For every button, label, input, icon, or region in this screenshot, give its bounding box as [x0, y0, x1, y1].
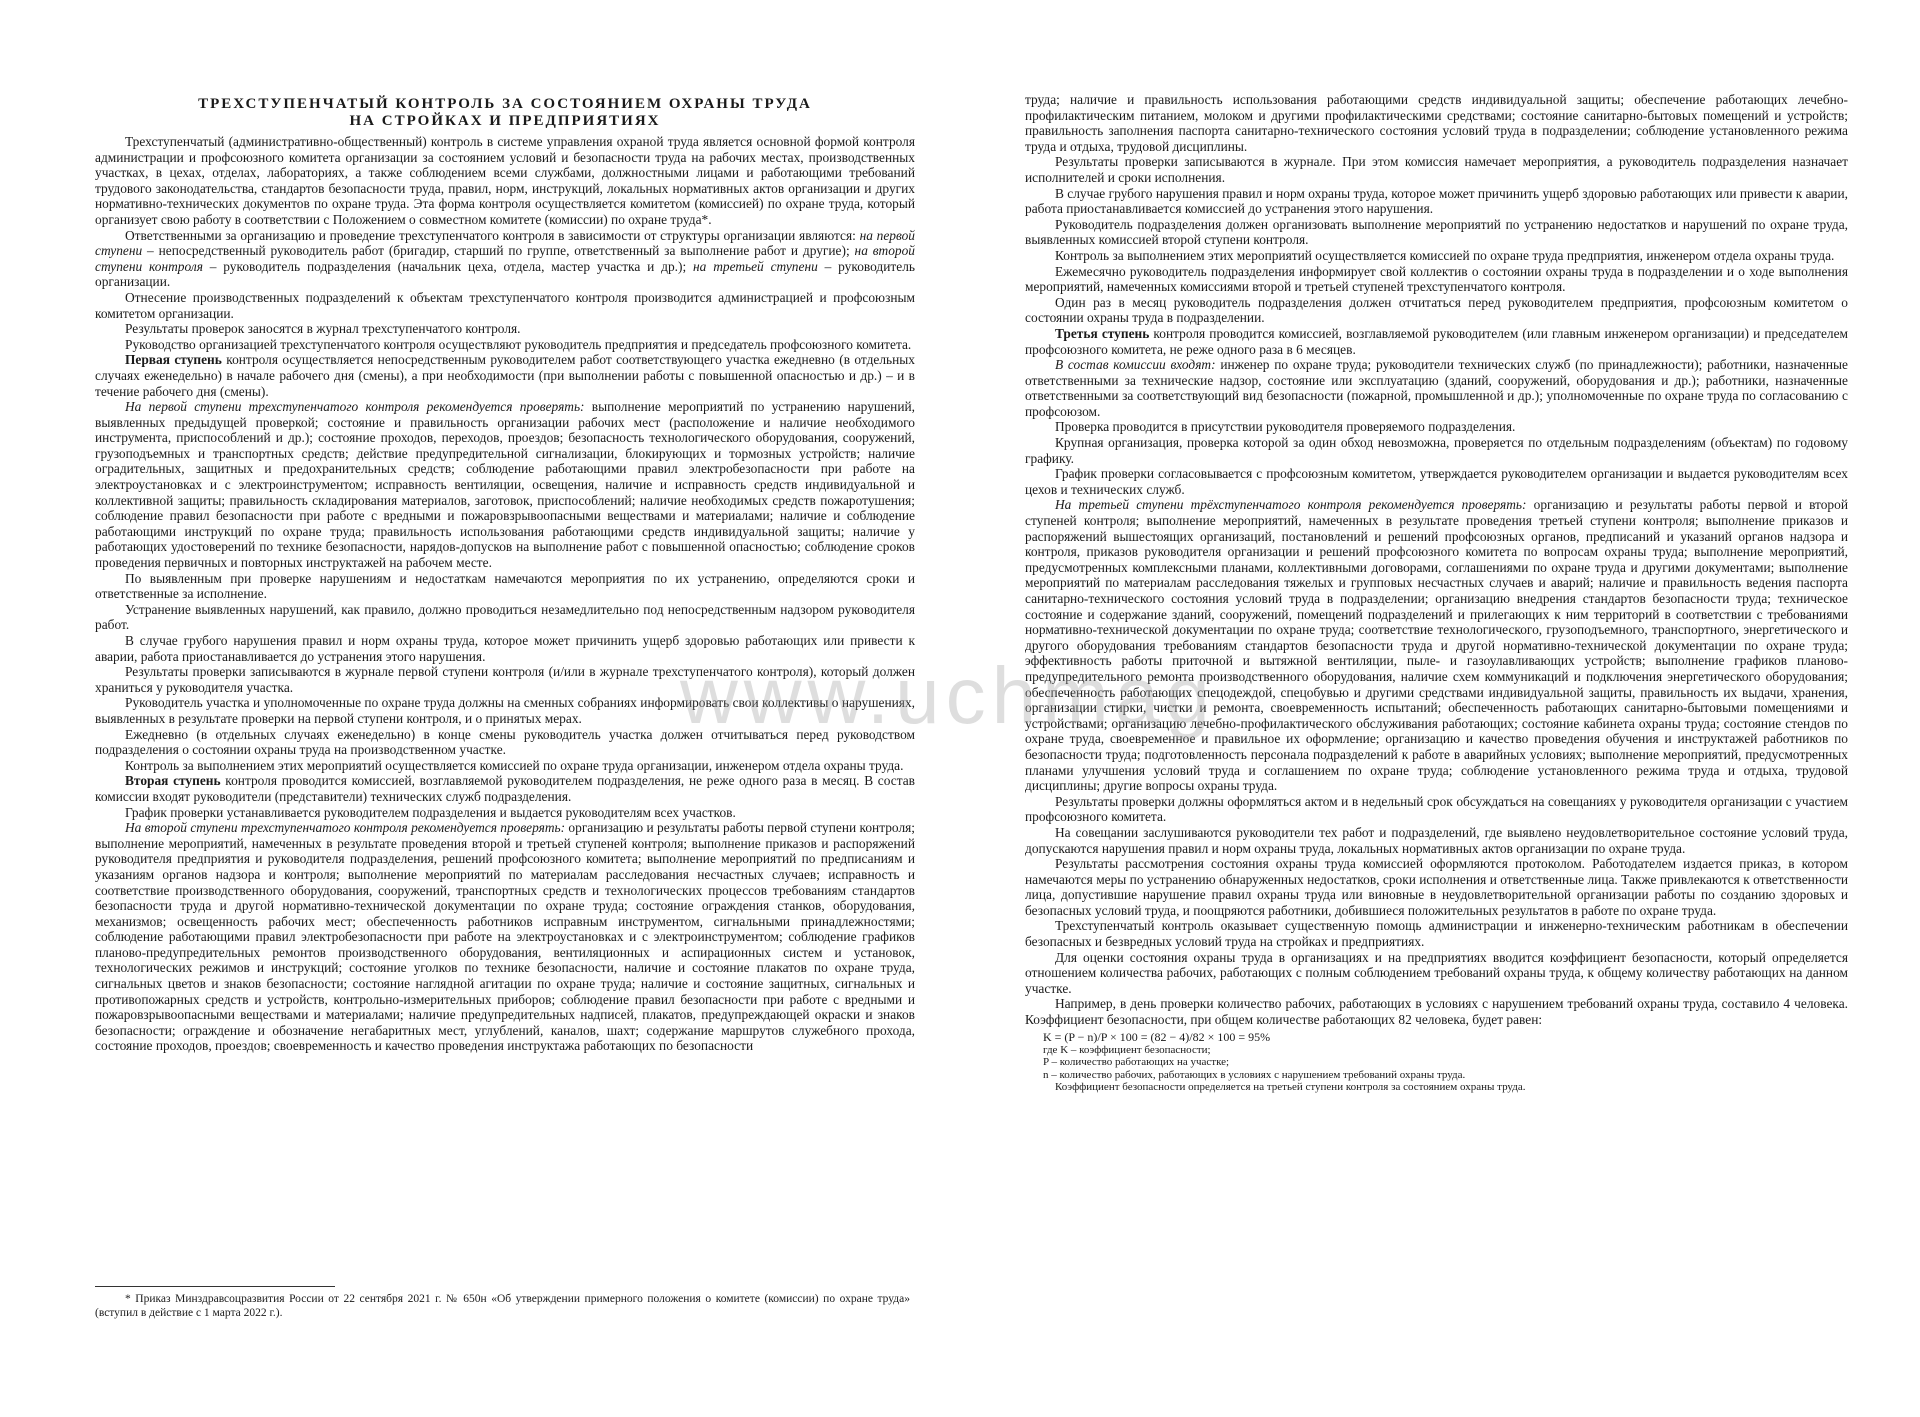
paragraph: Для оценки состояния охраны труда в организациях и на предприятиях вводится коэффициент безопасности, который определяется отношением количества рабочих, работающих с полным соблюдением требований охраны труда, к общему количеству работающих на данном участке. — [1025, 949, 1848, 996]
paragraph: Руководство организацией трехступенчатого контроля осуществляют руководитель предприятия и председатель профсоюзного комитета. — [125, 336, 912, 352]
paragraph: График проверки согласовывается с профсоюзным комитетом, утверждается руководителем организации и выдается руководителям всех цехов и технических служб. — [1025, 466, 1848, 497]
paragraph: Например, в день проверки количество рабочих, работающих в условиях с нарушением требований охраны труда, составило 4 человека. Коэффициент безопасности, при общем количестве работающих 82 человека, будет равен: — [1025, 996, 1848, 1028]
formula-note: Коэффициент безопасности определяется на третьей ступени контроля за состоянием охраны труда. — [1055, 1081, 1526, 1094]
paragraph: Результаты проверки записываются в журнале. При этом комиссия намечает мероприятия, а руководитель подразделения назначает исполнителей и сроки исполнения. — [1025, 154, 1848, 185]
formula-legend-n: n – количество рабочих, работающих в условиях с нарушением требований охраны труда. — [1043, 1068, 1466, 1081]
paragraph: На второй ступени трехступенчатого контроля рекомендуется проверять: организацию и результаты работы первой ступени контроля; выполнение мероприятий, намеченных в результате проведения второй и третьей ступеней контроля; выполнение приказов и распоряжений руководителя предприятия и руководителя подразделения, решений профсоюзного комитета; выполнение мероприятий по предписаниям и указаниям органов надзора и контроля; выполнение мероприятий по материалам расследования несчастных случаев; исправность и соответствие производственного оборудования, сооружений, транспортных средств и технологических процессов требованиям стандартов безопасности труда и другой нормативно-технической документации по охране труда; состояние ограждения станков, оборудования, механизмов; освещенность рабочих мест; обеспеченность работников исправным инструментом, сигнальными принадлежностями; соблюдение работающими правил электробезопасности при работе на электроустановках и с электроинструментом; соблюдение графиков планово-предупредительных ремонтов производственного оборудования, вентиляционных и аспирационных систем и установок, технологических режимов и инструкций; состояние уголков по технике безопасности, наличие и состояние плакатов по охране труда, сигнальных цветов и знаков безопасности; состояние наглядной агитации по охране труда; наличие и состояние защитных, сигнальных и противопожарных средств и устройств, контрольно-измерительных приборов; соблюдение правил безопасности при работе с вредными и пожаровзрывоопасными веществами и материалами; наличие предупредительных надписей, плакатов, предупреждающей окраски и знаков безопасности; ограждение и обозначение негабаритных мест, углублений, каналов, шахт; содержание маршрутов служебного прохода, состояние проходов, проездов; своевременность и качество проведения инструктажа работающих по безопасности — [95, 820, 916, 1054]
paragraph: Трехступенчатый контроль оказывает существенную помощь администрации и инженерно-техническим работникам в обеспечении безопасных и безвредных условий труда на стройках и предприятиях. — [1025, 918, 1848, 950]
paragraph: Отнесение производственных подразделений к объектам трехступенчатого контроля производится администрацией и профсоюзным комитетом организации. — [95, 289, 915, 321]
watermark: www.uchmag — [680, 651, 1216, 740]
paragraph: Третья ступень контроля проводится комиссией, возглавляемой руководителем (или главным инженером организации) и председателем профсоюзного комитета, не реже одного раза в 6 месяцев. — [1025, 325, 1848, 357]
paragraph: В случае грубого нарушения правил и норм охраны труда, которое может причинить ущерб здоровью работающих или привести к аварии, работа приостанавливается комиссией до устранения этого нарушения. — [1025, 185, 1848, 217]
paragraph: Результаты проверки должны оформляться актом и в недельный срок обсуждаться на совещаниях у руководителя организации с участием профсоюзного комитета. — [1025, 793, 1848, 825]
paragraph: Контроль за выполнением этих мероприятий осуществляется комиссией по охране труда предприятия, инженером отдела охраны труда. — [1055, 247, 1835, 263]
paragraph: Руководитель подразделения должен организовать выполнение мероприятий по устранению недостатков и нарушений по охране труда, выявленных комиссией второй ступени контроля. — [1025, 216, 1848, 248]
paragraph: Результаты проверок заносятся в журнал трехступенчатого контроля. — [125, 321, 521, 337]
paragraph: График проверки устанавливается руководителем подразделения и выдается руководителям всех участков. — [125, 804, 736, 820]
paragraph: Проверка проводится в присутствии руководителя проверяемого подразделения. — [1055, 419, 1516, 435]
page-title — [95, 96, 915, 130]
paragraph: Устранение выявленных нарушений, как правило, должно проводиться незамедлительно под непосредственным надзором руководителя работ. — [95, 601, 915, 633]
paragraph: На совещании заслушиваются руководители тех работ и подразделений, где выявлено неудовлетворительное состояние условий труда, допускаются нарушения правил и норм охраны труда, локальных нормативных актов организации по охране труда. — [1025, 824, 1848, 856]
paragraph: Ежедневно (в отдельных случаях еженедельно) в конце смены руководитель участка должен отчитываться перед руководством подразделения о состоянии охраны труда на производственном участке. — [95, 726, 915, 758]
paragraph: Вторая ступень контроля проводится комиссией, возглавляемой руководителем подразделения, не реже одного раза в месяц. В состав комиссии входят руководители (представители) технических служб подразделения. — [95, 773, 915, 804]
paragraph: Трехступенчатый (административно-общественный) контроль в системе управления охраной труда является основной формой контроля администрации и профсоюзного комитета организации за состоянием условий и безопасности труда на рабочих местах, производственных участках, в цехах, отделах, лабораториях, а также соблюдением всеми службами, должностными лицами и работающими требований трудового законодательства, стандартов безопасности труда, правил, норм, инструкций, локальных нормативных актов организации и других нормативно-технических документов по охране труда. Эта форма контроля осуществляется комитетом (комиссией) по охране труда, который организует свою работу в соответствии с Положением о совместном комитете (комиссии) по охране труда*. — [95, 134, 915, 227]
formula-legend-k: где K – коэффициент безопасности; — [1043, 1043, 1211, 1056]
paragraph: Один раз в месяц руководитель подразделения должен отчитаться перед руководителем предприятия, профсоюзным комитетом о состоянии охраны труда в подразделении. — [1025, 294, 1848, 326]
footnote: * Приказ Минздравсоцразвития России от 22 сентября 2021 г. № 650н «Об утверждении примерного положения о комитете (комиссии) по охране труда» (вступил в действие с 1 марта 2022 г.). — [95, 1293, 910, 1319]
paragraph: Результаты проверки записываются в журнале первой ступени контроля (и/или в журнале трехступенчатого контроля), который должен храниться у руководителя участка. — [95, 664, 915, 695]
right-column — [1025, 92, 1848, 1094]
footnote-divider — [95, 1286, 335, 1287]
paragraph: Ответственными за организацию и проведение трехступенчатого контроля в зависимости от структуры организации являются: на первой ступени – непосредственный руководитель работ (бригадир, старший по группе, ответственный за выполнение работ и другие); на второй ступени контроля – руководитель подразделения (начальник цеха, отдела, мастер участка и др.); на третьей ступени – руководитель организации. — [95, 227, 916, 290]
paragraph: труда; наличие и правильность использования работающими средств индивидуальной защиты; обеспечение работающих лечебно-профилактическим питанием, молоком и другими профилактическими средствами; состояние санитарно-бытовых помещений и устройств; правильность заполнения паспорта санитарно-технического состояния условий труда в подразделении; соблюдение установленного режима труда и отдыха, трудовой дисциплины. — [1025, 92, 1848, 154]
paragraph: На третьей ступени трёхступенчатого контроля рекомендуется проверять: организацию и результаты работы первой и второй ступеней контроля; выполнение мероприятий, намеченных в результате проведения третьей ступени контроля; выполнение приказов и распоряжений вышестоящих организаций, постановлений и решений профсоюзных органов, предписаний и указаний органов надзора и контроля, приказов руководителя организации и решений профсоюзного комитета по вопросам охраны труда; выполнение мероприятий, предусмотренных комплексными планами, коллективными договорами, соглашениями по охране труда и другими документами; выполнение мероприятий по материалам расследования тяжелых и групповых несчастных случаев и аварий; наличие и правильность ведения паспорта санитарно-технического состояния условий труда в подразделении; организацию внедрения стандартов безопасности труда; техническое состояние и содержание зданий, сооружений, помещений подразделений и прилегающих к ним территорий в соответствии с требованиями нормативно-технической документации по охране труда; соответствие технологического, грузоподъемного, транспортного, энергетического и другого оборудования требованиям стандартов безопасности труда и другой нормативно-технической документации по охране труда; эффективность работы приточной и вытяжной вентиляции, пыле- и газоулавливающих устройств; выполнение графиков планово-предупредительного ремонта производственного оборудования, наличие схем коммуникаций и подключения энергетического оборудования; обеспеченность работающих спецодеждой, спецобувью и другими средствами индивидуальной защиты, правильность их выдачи, хранения, организации стирки, чистки и ремонта, своевременность испытаний; обеспеченность работающих санитарно-бытовыми помещениями и устройствами; организацию лечебно-профилактического обслуживания работающих; состояние кабинета охраны труда; состояние стендов по охране труда, своевременное и правильное их оформление; организацию и качество проведения обучения и инструктажей работников по безопасности труда; подготовленность персонала подразделений к работе в аварийных условиях; выполнение мероприятий, предусмотренных планами улучшения условий труда и соглашением по охране труда; соблюдение установленного режима труда и отдыха, трудовой дисциплины; другие вопросы охраны труда. — [1025, 497, 1848, 794]
paragraph: Ежемесячно руководитель подразделения информирует свой коллектив о состоянии охраны труда в подразделении и о ходе выполнения мероприятий, намеченных комиссиями второй и третьей ступеней трехступенчатого контроля. — [1025, 263, 1848, 295]
title-line-2: НА СТРОЙКАХ И ПРЕДПРИЯТИЯХ — [349, 113, 661, 129]
paragraph: По выявленным при проверке нарушениям и недостаткам намечаются мероприятия по их устранению, определяются сроки и ответственные за исполнение. — [95, 570, 915, 602]
paragraph: Первая ступень контроля осуществляется непосредственным руководителем работ соответствующего участка ежедневно (в отдельных случаях еженедельно) в начале рабочего дня (смены), а при необходимости (при выполнении работы с повышенной опасностью и др.) – и в течение рабочего дня (смены). — [95, 352, 915, 399]
title-line-1: ТРЕХСТУПЕНЧАТЫЙ КОНТРОЛЬ ЗА СОСТОЯНИЕМ ОХРАНЫ ТРУДА — [198, 96, 812, 112]
paragraph: На первой ступени трехступенчатого контроля рекомендуется проверять: выполнение мероприятий по устранению нарушений, выявленных предыдущей проверкой; состояние и правильность организации рабочих мест (расположение и наличие необходимого инструмента, приспособлений и др.); состояние проходов, переходов, проездов; безопасность технологического оборудования, сооружений, грузоподъемных и транспортных средств; действие предупредительной сигнализации, блокирующих и тормозных устройств; наличие оградительных, защитных и предохранительных средств; соблюдение работающими правил электробезопасности при работе на электроустановках и с электроинструментом; исправность вентиляции, освещения, наличие и исправность средств индивидуальной и коллективной защиты; правильность складирования материалов, заготовок, приспособлений; наличие необходимых средств пожаротушения; соблюдение правил безопасности при работе с вредными и пожаровзрывоопасными веществами и материалами; наличие и соблюдение работающими инструкций по охране труда; правильность использования работающими средств индивидуальной защиты; наличие у работающих удостоверений по технике безопасности, нарядов-допусков на выполнение работ с повышенной опасностью; соблюдение сроков проведения первичных и повторных инструктажей на рабочем месте. — [95, 399, 915, 571]
paragraph: Контроль за выполнением этих мероприятий осуществляется комиссией по охране труда организации, инженером отдела охраны труда. — [125, 757, 904, 773]
paragraph: В случае грубого нарушения правил и норм охраны труда, которое может причинить ущерб здоровью работающих или привести к аварии, работа приостанавливается до устранения этого нарушения. — [95, 633, 915, 664]
safety-coefficient-formula: K = (P − n)/P × 100 = (82 − 4)/82 × 100 = 95% — [1043, 1029, 1271, 1044]
paragraph: В состав комиссии входят: инженер по охране труда; руководители технических служб (по принадлежности); работники, назначенные ответственными за технические надзор, состояние или эксплуатацию (зданий, сооружений, оборудования и др.); работники, назначенные ответственными за соответствующий вид безопасности (пожарной, промышленной и др.); уполномоченные по охране труда по согласованию с профсоюзом. — [1025, 357, 1848, 419]
formula-legend-p: P – количество работающих на участке; — [1043, 1056, 1230, 1069]
paragraph: Результаты рассмотрения состояния охраны труда комиссией оформляются протоколом. Работодателем издается приказ, в котором намечаются меры по устранению обнаруженных недостатков, сроки исполнения и ответственные лица. Также привлекаются к ответственности лица, допустившие нарушение правил охраны труда или виновные в неудовлетворительной организации работы по созданию здоровых и безопасных условий труда, и поощряются работники, добившиеся положительных результатов в работе по охране труда. — [1025, 856, 1848, 918]
paragraph: Руководитель участка и уполномоченные по охране труда должны на сменных собраниях информировать свои коллективы о нарушениях, выявленных в результате проверки на первой ступени контроля, и о принятых мерах. — [95, 695, 915, 726]
paragraph: Крупная организация, проверка которой за один обход невозможна, проверяется по отдельным подразделениям (объектам) по годовому графику. — [1025, 435, 1848, 466]
left-column — [95, 96, 915, 1054]
